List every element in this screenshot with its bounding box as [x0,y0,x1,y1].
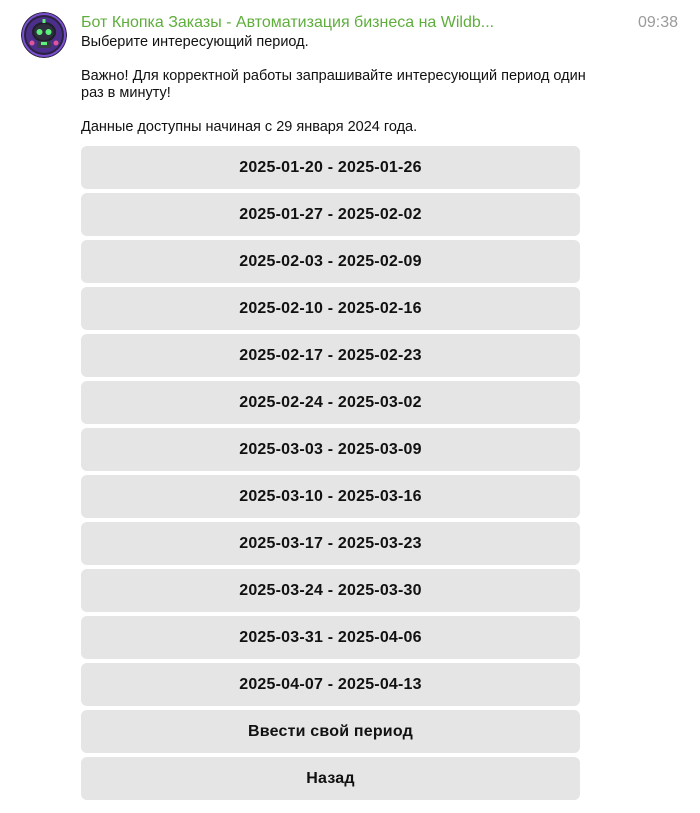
period-button[interactable]: 2025-04-07 - 2025-04-13 [81,663,580,706]
period-button[interactable]: 2025-03-31 - 2025-04-06 [81,616,580,659]
period-button[interactable]: 2025-02-24 - 2025-03-02 [81,381,580,424]
period-button[interactable]: 2025-02-17 - 2025-02-23 [81,334,580,377]
message-text-line: Выберите интересующий период. [81,34,309,50]
period-button[interactable]: 2025-03-10 - 2025-03-16 [81,475,580,518]
robot-avatar-icon [21,12,67,58]
back-button[interactable]: Назад [81,757,580,800]
message-text-line: Важно! Для корректной работы запрашивайте интересующий период один раз в минуту! [81,68,586,101]
message-text-line: Данные доступны начиная с 29 января 2024 года. [81,119,418,135]
period-button[interactable]: 2025-02-10 - 2025-02-16 [81,287,580,330]
inline-keyboard [81,146,580,804]
message-text [81,34,601,136]
period-button[interactable]: 2025-02-03 - 2025-02-09 [81,240,580,283]
period-button[interactable]: 2025-03-17 - 2025-03-23 [81,522,580,565]
period-button[interactable]: 2025-03-03 - 2025-03-09 [81,428,580,471]
period-button[interactable]: 2025-01-20 - 2025-01-26 [81,146,580,189]
period-button[interactable]: 2025-03-24 - 2025-03-30 [81,569,580,612]
sender-name[interactable]: Бот Кнопка Заказы - Автоматизация бизнеса на Wildb... [81,14,495,31]
bot-avatar[interactable] [21,12,67,58]
message-time: 09:38 [637,14,678,31]
custom-period-button[interactable]: Ввести свой период [81,710,580,753]
period-button[interactable]: 2025-01-27 - 2025-02-02 [81,193,580,236]
